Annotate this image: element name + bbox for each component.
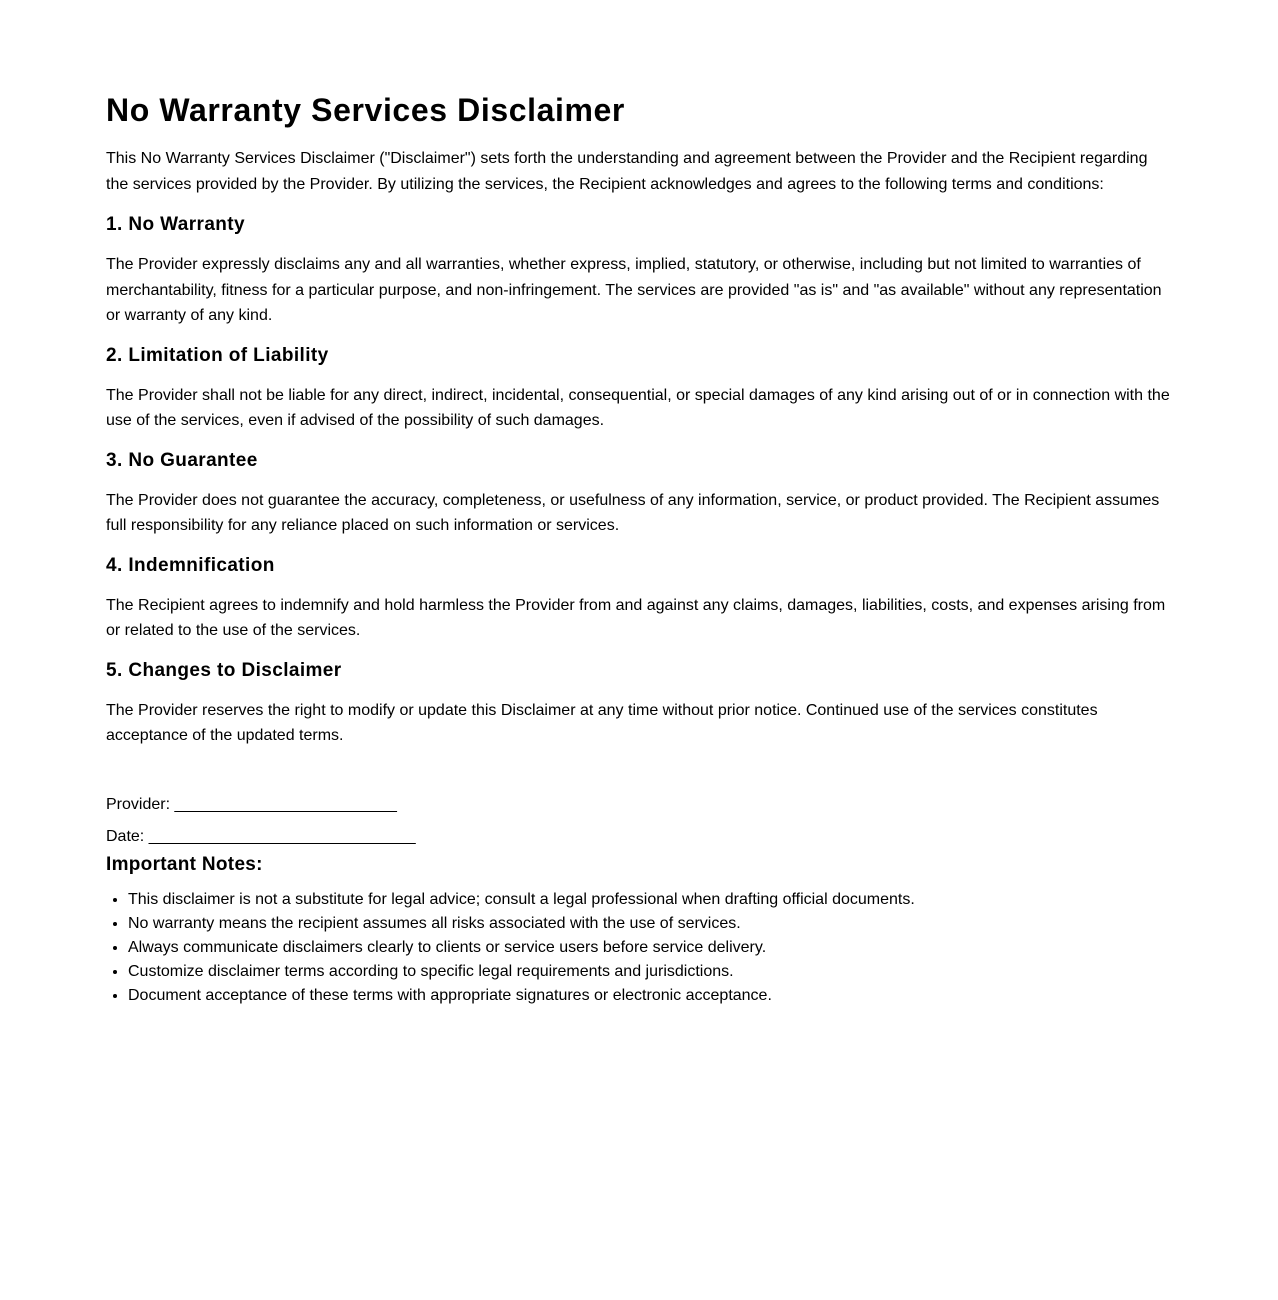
section-heading: 5. Changes to Disclaimer xyxy=(106,659,342,681)
list-item: • No warranty means the recipient assumes all risks associated with the use of services. xyxy=(128,912,1172,936)
section-limitation-of-liability xyxy=(106,343,1172,434)
list-item: • This disclaimer is not a substitute for legal advice; consult a legal professional when drafting official documents. xyxy=(128,888,1172,912)
section-body: The Provider shall not be liable for any direct, indirect, incidental, consequential, or special damages of any kind arising out of or in connection with the use of the services, even if advised of the possibility of such damages. xyxy=(106,386,1170,429)
section-changes-to-disclaimer xyxy=(106,658,1172,749)
section-body: The Provider expressly disclaims any and all warranties, whether express, implied, statutory, or otherwise, including but not limited to warranties of merchantability, fitness for a particular purpose, and non-infringement. The services are provided "as is" and "as available" without any representation or warranty of any kind. xyxy=(106,256,1162,324)
section-body: The Provider does not guarantee the accuracy, completeness, or usefulness of any information, service, or product provided. The Recipient assumes full responsibility for any reliance placed on such information or services. xyxy=(106,491,1160,534)
list-item: • Customize disclaimer terms according to specific legal requirements and jurisdictions. xyxy=(128,960,1172,984)
list-item: • Always communicate disclaimers clearly to clients or service users before service delivery. xyxy=(128,936,1172,960)
provider-signature-line: Provider: _________________________ xyxy=(106,795,397,813)
intro-paragraph: This No Warranty Services Disclaimer ("Disclaimer") sets forth the understanding and agreement between the Provider and the Recipient regarding the services provided by the Provider. By utilizing the services, the Recipient acknowledges and agrees to the following terms and conditions: xyxy=(106,150,1148,193)
document-title: No Warranty Services Disclaimer xyxy=(106,92,625,128)
section-body: The Provider reserves the right to modify or update this Disclaimer at any time without prior notice. Continued use of the services constitutes acceptance of the updated terms. xyxy=(106,701,1098,744)
section-indemnification xyxy=(106,553,1172,644)
section-heading: 3. No Guarantee xyxy=(106,449,258,471)
list-item: • Document acceptance of these terms with appropriate signatures or electronic acceptance. xyxy=(128,984,1172,1008)
section-no-warranty xyxy=(106,212,1172,329)
section-heading: 4. Indemnification xyxy=(106,554,275,576)
section-heading: 2. Limitation of Liability xyxy=(106,344,329,366)
section-heading: 1. No Warranty xyxy=(106,214,245,235)
section-body: The Recipient agrees to indemnify and hold harmless the Provider from and against any claims, damages, liabilities, costs, and expenses arising from or related to the use of the services. xyxy=(106,596,1166,639)
signature-block xyxy=(106,794,1172,848)
date-signature-line: Date: ______________________________ xyxy=(106,827,416,845)
section-no-guarantee xyxy=(106,448,1172,539)
important-notes-heading: Important Notes: xyxy=(106,853,263,875)
important-notes-list xyxy=(106,888,1172,1008)
